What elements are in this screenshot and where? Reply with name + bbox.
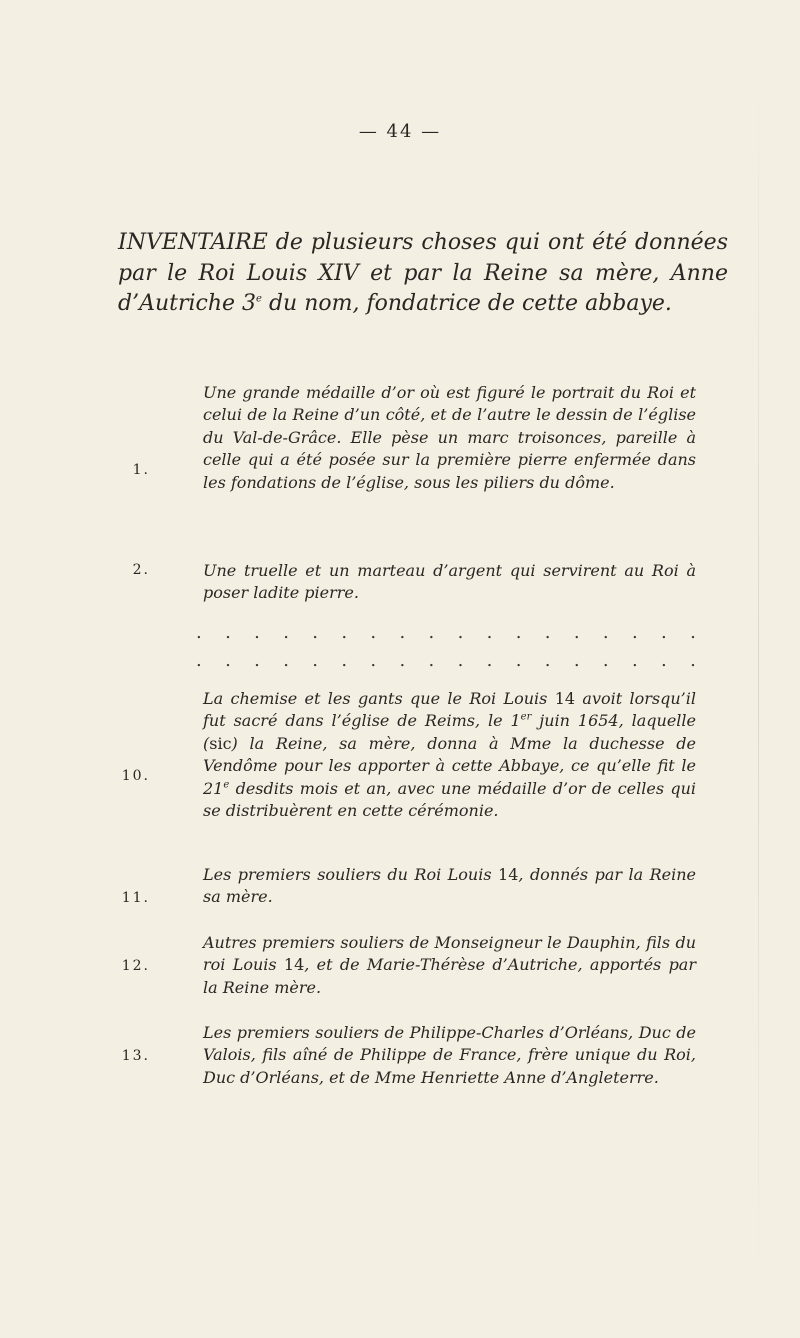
entry-text-part: Autres premiers souliers de Monseigneur le Dauphin, fils du roi Louis	[203, 933, 696, 975]
entry-text-part: desdits mois et an, avec une médaille d’or de celles qui se distribuèrent en cette cérémonie.	[203, 778, 696, 821]
entry-text: Les premiers souliers de Philippe-Charles d’Orléans, Duc de Valois, fils aîné de Philippe de France, frère unique du Roi, Duc d’Orléans, et de Mme Henriette Anne d’Angleterre.	[203, 1023, 696, 1087]
entry-text-part: juin 1654, laquelle (	[203, 711, 696, 753]
entry-number: 2.	[132, 562, 150, 578]
entry-number: 13.	[121, 1048, 150, 1064]
entry-text-part: 14	[554, 689, 576, 708]
ellipsis-row: . . . . . . . . . . . . . . . . . .	[196, 622, 696, 643]
entry-text-part: , donnés par la Reine sa mère.	[203, 865, 696, 907]
entry-text	[203, 864, 696, 909]
entry-text-part: sic	[209, 733, 232, 753]
ellipsis-row: . . . . . . . . . . . . . . . . . .	[196, 650, 696, 671]
entry-text-part: , et de Marie-Thérèse d’Autriche, apportés par la Reine mère.	[203, 955, 696, 997]
entry-text: Une truelle et un marteau d’argent qui servirent au Roi à poser ladite pierre.	[203, 561, 696, 603]
entry-text-part: ) la Reine, sa mère, donna à Mme la duchesse de Vendôme pour les apporter à cette Abbaye, ce qu’elle fit le 21	[203, 733, 696, 798]
title-text: de plusieurs choses qui ont été données par le Roi Louis XIV et par la Reine sa mère, Anne d’Autriche 3	[118, 230, 728, 316]
entry-text-part: Les premiers souliers du Roi Louis	[203, 865, 499, 884]
inventory-title	[118, 228, 728, 320]
title-prefix: INVENTAIRE	[118, 230, 268, 255]
entry-text-part: 14	[283, 955, 305, 975]
entry-number: 1.	[132, 462, 150, 478]
entry-text-part: La chemise et les gants que le Roi Louis	[203, 689, 555, 708]
entry-text-part: 14	[498, 865, 519, 884]
entry-text: Une grande médaille d’or où est figuré le portrait du Roi et celui de la Reine d’un côté, et de l’autre le dessin de l’église du Val-de-Grâce. Elle pèse un marc troisonces, pareille à celle qui a été posée sur la première pierre enfermée dans les fondations de l’église, sous les piliers du dôme.	[203, 383, 696, 492]
entry-number: 12.	[121, 958, 150, 974]
entry-number: 11.	[121, 890, 150, 906]
page-number: — 44 —	[358, 121, 442, 142]
entry-text	[203, 932, 696, 999]
entry-number: 10.	[121, 768, 150, 784]
entry-text-part: avoit lorsqu’il fut sacré dans l’église de Reims, le 1	[203, 689, 697, 731]
entry-text	[203, 688, 696, 822]
entry-text-sup: er	[520, 712, 532, 724]
page-fold-shadow	[758, 60, 759, 1300]
title-suffix: du nom, fondatrice de cette abbaye.	[261, 291, 672, 316]
title-sup: e	[256, 293, 262, 305]
entry-text-sup: e	[223, 779, 230, 791]
